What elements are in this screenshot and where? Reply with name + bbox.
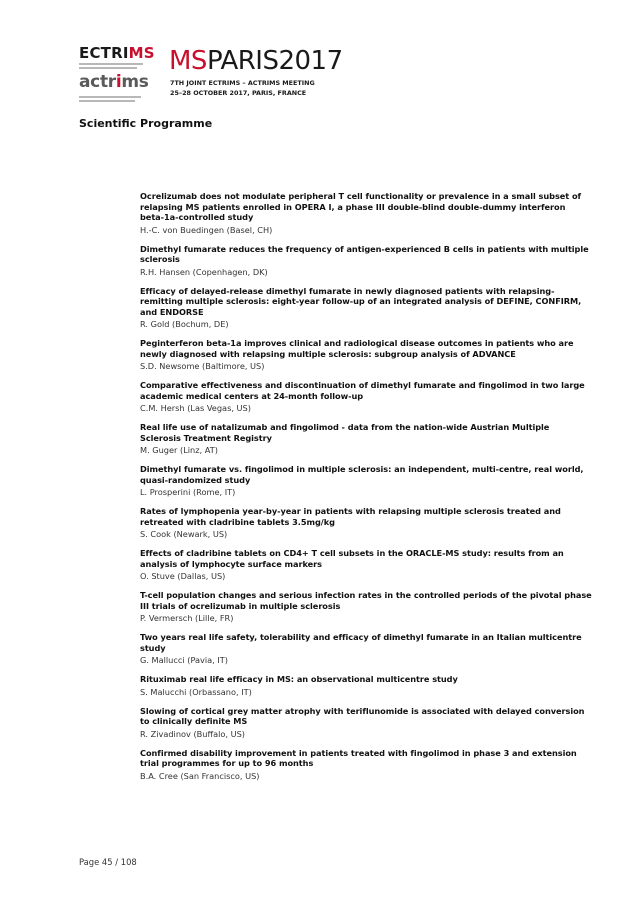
actrims-wordmark: actr: [79, 72, 116, 92]
presenter: R.H. Hansen (Copenhagen, DK): [140, 266, 268, 277]
abstract-title: T-cell population changes and serious infection rates in the controlled periods of the pivotal phase III trials of ocrelizumab in multiple sclerosis: [140, 590, 592, 611]
programme-entry: [140, 632, 592, 666]
section-title: Scientific Programme: [79, 117, 213, 130]
abstract-title: Confirmed disability improvement in patients treated with fingolimod in phase 3 and extension trial programmes for up to 96 months: [140, 747, 577, 768]
presenter: C.M. Hersh (Las Vegas, US): [140, 403, 251, 413]
abstract-title: Peginterferon beta-1a improves clinical and radiological disease outcomes in patients who are newly diagnosed with relapsing multiple sclerosis: subgroup analysis of ADVANCE: [140, 338, 574, 359]
presenter: R. Gold (Bochum, DE): [140, 319, 229, 329]
abstract-title: Two years real life safety, tolerability and efficacy of dimethyl fumarate in an Italian multicentre study: [140, 632, 582, 653]
programme-entry: [140, 191, 592, 235]
ectrims-wordmark-accent: MS: [128, 44, 155, 62]
programme-entry: [140, 506, 592, 540]
presenter: P. Vermersch (Lille, FR): [140, 613, 234, 623]
ectrims-tagline-graphic: [79, 63, 143, 65]
presenter: S.D. Newsome (Baltimore, US): [140, 361, 265, 371]
actrims-wordmark-accent: i: [115, 72, 122, 92]
ms-paris-2017-logo: [169, 44, 469, 106]
presenter: R. Zivadinov (Buffalo, US): [140, 728, 245, 739]
presenter: S. Malucchi (Orbassano, IT): [140, 686, 252, 697]
paris-2017-wordmark: PARIS2017: [206, 46, 343, 76]
abstract-title: Dimethyl fumarate vs. fingolimod in multiple sclerosis: an independent, multi-centre, real world, quasi-randomized study: [140, 464, 584, 485]
abstract-title: Comparative effectiveness and discontinuation of dimethyl fumarate and fingolimod in two large academic medical centers at 24-month follow-up: [140, 380, 585, 401]
presenter: O. Stuve (Dallas, US): [140, 571, 226, 581]
meeting-name: 7TH JOINT ECTRIMS – ACTRIMS MEETING: [170, 79, 315, 87]
programme-entry: [140, 674, 592, 697]
programme-list: [140, 191, 592, 790]
presenter: H.-C. von Buedingen (Basel, CH): [140, 224, 273, 235]
presenter: B.A. Cree (San Francisco, US): [140, 770, 260, 781]
ectrims-wordmark: ECTRI: [79, 44, 129, 62]
ms-wordmark-accent: MS: [169, 46, 207, 76]
ms-paris-wordmark: [169, 47, 343, 75]
programme-entry: [140, 548, 592, 582]
abstract-title: Ocrelizumab does not modulate peripheral T cell functionality or prevalence in a small subset of relapsing MS patients enrolled in OPERA I, a phase III double-blind double-dummy interferon beta-1a-controlled study: [140, 191, 582, 222]
programme-entry: [140, 464, 592, 498]
actrims-logo: [79, 73, 149, 91]
actrims-tagline-graphic: [79, 100, 135, 102]
programme-entry: [140, 380, 592, 414]
actrims-wordmark-rest: ms: [121, 72, 149, 92]
programme-entry: [140, 706, 592, 740]
page-number: Page 45 / 108: [79, 857, 137, 867]
programme-entry: [140, 422, 592, 456]
abstract-title: Efficacy of delayed-release dimethyl fumarate in newly diagnosed patients with relapsing-remitting multiple sclerosis: eight-year follow-up of an integrated analysis of DEFINE, CONFIRM, and ENDORSE: [140, 285, 582, 317]
presenter: L. Prosperini (Rome, IT): [140, 487, 236, 497]
abstract-title: Dimethyl fumarate reduces the frequency of antigen-experienced B cells in patients with multiple sclerosis: [140, 243, 589, 264]
society-logos: [79, 44, 169, 106]
abstract-title: Rituximab real life efficacy in MS: an observational multicentre study: [140, 674, 458, 684]
programme-entry: [140, 590, 592, 624]
abstract-title: Rates of lymphopenia year-by-year in patients with relapsing multiple sclerosis treated and retreated with cladribine tablets 3.5mg/kg: [140, 506, 561, 527]
page-header: [79, 44, 559, 110]
presenter: G. Mallucci (Pavia, IT): [140, 655, 228, 665]
abstract-title: Real life use of natalizumab and fingolimod - data from the nation-wide Austrian Multiple Sclerosis Treatment Registry: [140, 422, 550, 443]
programme-entry: [140, 244, 592, 278]
abstract-title: Slowing of cortical grey matter atrophy with teriflunomide is associated with delayed conversion to clinically definite MS: [140, 705, 585, 726]
presenter: M. Guger (Linz, AT): [140, 445, 218, 455]
programme-entry: [140, 286, 592, 330]
programme-entry: [140, 338, 592, 372]
ectrims-logo: [79, 45, 155, 61]
meeting-dates-location: 25–28 OCTOBER 2017, PARIS, FRANCE: [170, 89, 307, 97]
programme-entry: [140, 748, 592, 782]
abstract-title: Effects of cladribine tablets on CD4+ T cell subsets in the ORACLE-MS study: results from an analysis of lymphocyte surface markers: [140, 548, 564, 569]
ectrims-tagline-graphic: [79, 67, 137, 69]
presenter: S. Cook (Newark, US): [140, 529, 228, 539]
actrims-tagline-graphic: [79, 96, 141, 98]
